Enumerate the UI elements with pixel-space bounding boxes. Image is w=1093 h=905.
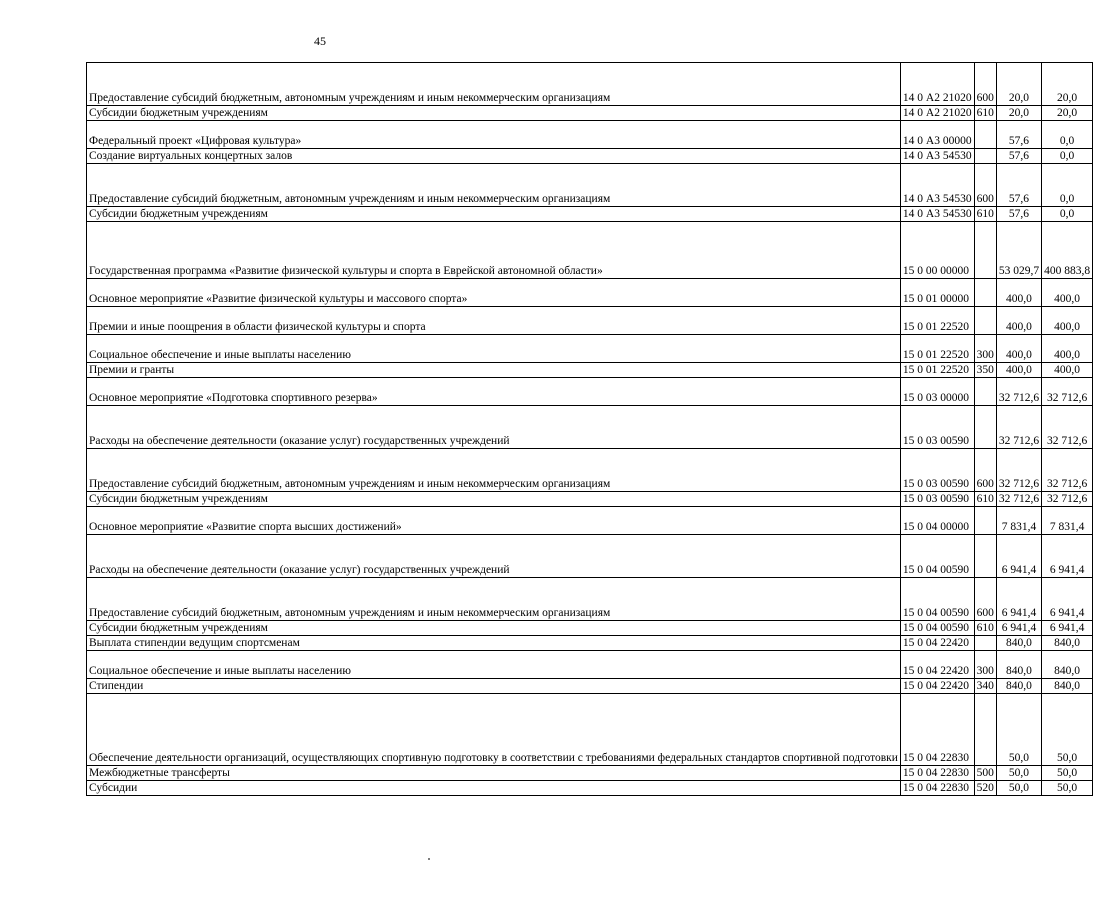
row-code-cell: 15 0 03 00590 [900,406,974,449]
row-value-2023-cell: 32 712,6 [996,492,1041,507]
row-code-cell: 14 0 А2 21020 [900,106,974,121]
table-row [87,406,1093,449]
row-value-2024-cell: 50,0 [1042,781,1093,796]
row-name-cell: Государственная программа «Развитие физической культуры и спорта в Еврейской автономной области» [87,222,901,279]
row-value-2024-cell: 6 941,4 [1042,578,1093,621]
row-name-cell: Основное мероприятие «Подготовка спортивного резерва» [87,378,901,406]
row-code-cell: 15 0 04 00590 [900,535,974,578]
row-value-2023-cell: 400,0 [996,335,1041,363]
table-row [87,578,1093,621]
row-name-cell: Основное мероприятие «Развитие спорта высших достижений» [87,507,901,535]
table-row [87,636,1093,651]
row-vr-cell [974,406,996,449]
row-value-2023-cell: 57,6 [996,207,1041,222]
row-vr-cell: 300 [974,651,996,679]
row-code-cell: 15 0 04 22420 [900,651,974,679]
row-name-cell: Стипендии [87,679,901,694]
row-code-cell: 15 0 01 00000 [900,279,974,307]
table-row [87,363,1093,378]
row-name-cell: Предоставление субсидий бюджетным, автономным учреждениям и иным некоммерческим организациям [87,578,901,621]
row-name-cell: Выплата стипендии ведущим спортсменам [87,636,901,651]
table-row [87,679,1093,694]
row-value-2023-cell: 400,0 [996,279,1041,307]
table-row [87,121,1093,149]
row-vr-cell: 300 [974,335,996,363]
row-name-cell: Расходы на обеспечение деятельности (оказание услуг) государственных учреждений [87,535,901,578]
row-code-cell: 15 0 04 00590 [900,578,974,621]
row-vr-cell: 600 [974,164,996,207]
row-name-cell: Расходы на обеспечение деятельности (оказание услуг) государственных учреждений [87,406,901,449]
row-value-2024-cell: 400,0 [1042,307,1093,335]
row-vr-cell [974,222,996,279]
row-value-2024-cell: 400,0 [1042,279,1093,307]
row-value-2024-cell: 50,0 [1042,766,1093,781]
row-vr-cell [974,535,996,578]
row-vr-cell [974,149,996,164]
row-vr-cell: 500 [974,766,996,781]
row-value-2024-cell: 32 712,6 [1042,406,1093,449]
table-row [87,335,1093,363]
row-value-2023-cell: 6 941,4 [996,621,1041,636]
row-name-cell: Субсидии [87,781,901,796]
row-value-2023-cell: 840,0 [996,651,1041,679]
row-code-cell: 15 0 01 22520 [900,363,974,378]
row-value-2023-cell: 6 941,4 [996,535,1041,578]
row-vr-cell: 610 [974,492,996,507]
table-row [87,63,1093,106]
row-vr-cell [974,121,996,149]
row-value-2024-cell: 400,0 [1042,335,1093,363]
row-value-2024-cell: 6 941,4 [1042,621,1093,636]
row-vr-cell: 520 [974,781,996,796]
table-row [87,207,1093,222]
row-name-cell: Межбюджетные трансферты [87,766,901,781]
row-value-2024-cell: 7 831,4 [1042,507,1093,535]
row-vr-cell [974,307,996,335]
row-vr-cell [974,636,996,651]
scan-speck [428,858,430,860]
row-value-2024-cell: 0,0 [1042,121,1093,149]
row-name-cell: Субсидии бюджетным учреждениям [87,621,901,636]
row-code-cell: 15 0 03 00590 [900,492,974,507]
row-vr-cell: 610 [974,106,996,121]
table-row [87,694,1093,766]
table-row [87,651,1093,679]
row-name-cell: Обеспечение деятельности организаций, осуществляющих спортивную подготовку в соответствии с требованиями федеральных стандартов спортивной подготовки [87,694,901,766]
table-row [87,307,1093,335]
row-value-2024-cell: 0,0 [1042,164,1093,207]
row-vr-cell: 600 [974,63,996,106]
row-name-cell: Создание виртуальных концертных залов [87,149,901,164]
row-value-2023-cell: 50,0 [996,694,1041,766]
row-value-2024-cell: 400 883,8 [1042,222,1093,279]
row-vr-cell [974,378,996,406]
table-row [87,149,1093,164]
row-name-cell: Премии и гранты [87,363,901,378]
row-value-2024-cell: 0,0 [1042,207,1093,222]
row-value-2024-cell: 20,0 [1042,106,1093,121]
row-code-cell: 15 0 03 00000 [900,378,974,406]
row-vr-cell [974,694,996,766]
table-row [87,781,1093,796]
row-name-cell: Основное мероприятие «Развитие физической культуры и массового спорта» [87,279,901,307]
table-row [87,449,1093,492]
row-code-cell: 14 0 А2 21020 [900,63,974,106]
row-vr-cell: 340 [974,679,996,694]
row-vr-cell: 610 [974,207,996,222]
table-row [87,222,1093,279]
row-value-2023-cell: 32 712,6 [996,406,1041,449]
row-value-2023-cell: 840,0 [996,636,1041,651]
table-row [87,164,1093,207]
row-value-2023-cell: 20,0 [996,106,1041,121]
row-value-2023-cell: 7 831,4 [996,507,1041,535]
row-name-cell: Социальное обеспечение и иные выплаты населению [87,335,901,363]
row-code-cell: 15 0 04 00000 [900,507,974,535]
row-name-cell: Премии и иные поощрения в области физической культуры и спорта [87,307,901,335]
row-name-cell: Предоставление субсидий бюджетным, автономным учреждениям и иным некоммерческим организациям [87,63,901,106]
row-name-cell: Предоставление субсидий бюджетным, автономным учреждениям и иным некоммерческим организациям [87,164,901,207]
row-value-2023-cell: 57,6 [996,149,1041,164]
row-code-cell: 15 0 01 22520 [900,335,974,363]
row-code-cell: 15 0 04 22420 [900,636,974,651]
row-code-cell: 15 0 01 22520 [900,307,974,335]
row-value-2023-cell: 57,6 [996,164,1041,207]
row-code-cell: 15 0 04 22830 [900,766,974,781]
row-value-2023-cell: 57,6 [996,121,1041,149]
table-row [87,492,1093,507]
row-value-2024-cell: 840,0 [1042,651,1093,679]
row-name-cell: Субсидии бюджетным учреждениям [87,207,901,222]
row-name-cell: Социальное обеспечение и иные выплаты населению [87,651,901,679]
row-value-2024-cell: 32 712,6 [1042,449,1093,492]
row-value-2023-cell: 400,0 [996,307,1041,335]
row-value-2024-cell: 32 712,6 [1042,492,1093,507]
row-value-2024-cell: 400,0 [1042,363,1093,378]
budget-table-body [87,63,1093,796]
table-row [87,535,1093,578]
row-code-cell: 14 0 А3 54530 [900,149,974,164]
row-value-2024-cell: 50,0 [1042,694,1093,766]
row-vr-cell [974,279,996,307]
row-code-cell: 15 0 03 00590 [900,449,974,492]
row-code-cell: 14 0 А3 54530 [900,164,974,207]
row-code-cell: 14 0 А3 00000 [900,121,974,149]
row-vr-cell: 610 [974,621,996,636]
table-row [87,507,1093,535]
row-value-2024-cell: 6 941,4 [1042,535,1093,578]
row-vr-cell [974,507,996,535]
row-vr-cell: 600 [974,449,996,492]
row-code-cell: 15 0 04 22420 [900,679,974,694]
row-name-cell: Субсидии бюджетным учреждениям [87,106,901,121]
row-value-2024-cell: 32 712,6 [1042,378,1093,406]
row-vr-cell: 600 [974,578,996,621]
table-row [87,378,1093,406]
row-value-2024-cell: 840,0 [1042,679,1093,694]
row-code-cell: 15 0 04 22830 [900,694,974,766]
row-value-2024-cell: 840,0 [1042,636,1093,651]
row-value-2023-cell: 840,0 [996,679,1041,694]
row-vr-cell: 350 [974,363,996,378]
row-value-2023-cell: 20,0 [996,63,1041,106]
row-value-2023-cell: 50,0 [996,766,1041,781]
row-name-cell: Федеральный проект «Цифровая культура» [87,121,901,149]
row-value-2023-cell: 53 029,7 [996,222,1041,279]
row-value-2023-cell: 50,0 [996,781,1041,796]
row-code-cell: 15 0 04 22830 [900,781,974,796]
row-code-cell: 15 0 00 00000 [900,222,974,279]
row-name-cell: Субсидии бюджетным учреждениям [87,492,901,507]
row-code-cell: 15 0 04 00590 [900,621,974,636]
page-number: 45 [314,34,326,48]
row-value-2024-cell: 20,0 [1042,63,1093,106]
row-value-2024-cell: 0,0 [1042,149,1093,164]
table-row [87,766,1093,781]
row-value-2023-cell: 400,0 [996,363,1041,378]
table-row [87,279,1093,307]
table-row [87,106,1093,121]
row-value-2023-cell: 6 941,4 [996,578,1041,621]
row-value-2023-cell: 32 712,6 [996,449,1041,492]
table-row [87,621,1093,636]
row-name-cell: Предоставление субсидий бюджетным, автономным учреждениям и иным некоммерческим организациям [87,449,901,492]
row-code-cell: 14 0 А3 54530 [900,207,974,222]
budget-table [86,62,1093,796]
row-value-2023-cell: 32 712,6 [996,378,1041,406]
